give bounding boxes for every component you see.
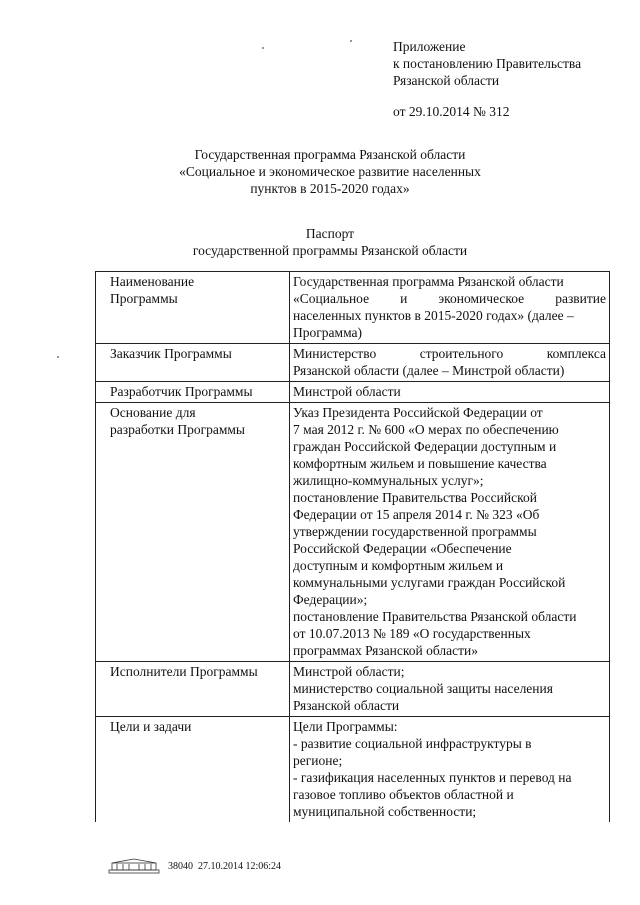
- value-line: доступным и комфортным жильем и: [293, 558, 504, 573]
- value-line: газовое топливо объектов областной и: [293, 787, 514, 802]
- value-line: от 10.07.2013 № 189 «О государственных: [293, 626, 531, 641]
- passport-row-value: [290, 382, 610, 403]
- passport-row-label: [96, 272, 290, 344]
- label-line: Наименование: [110, 274, 195, 289]
- label-line: разработки Программы: [110, 422, 245, 437]
- passport-row-label: [96, 382, 290, 403]
- value-line: Рязанской области: [293, 698, 400, 713]
- value-line: Российской Федерации «Обеспечение: [293, 541, 512, 556]
- value-line: Рязанской области (далее – Минстрой области): [293, 363, 565, 378]
- value-line: Цели Программы:: [293, 719, 398, 734]
- ministry-building-stamp-icon: [108, 858, 160, 874]
- value-line: Минстрой области;: [293, 664, 405, 679]
- value-line: граждан Российской Федерации доступным и: [293, 439, 557, 454]
- appendix-date: от 29.10.2014 № 312: [393, 104, 510, 119]
- passport-row: [96, 717, 610, 823]
- value-line: Министерство строительного комплекса: [293, 346, 606, 361]
- passport-row-label: [96, 717, 290, 823]
- value-line: комфортным жильем и повышение качества: [293, 456, 547, 471]
- passport-row: [96, 344, 610, 382]
- passport-row-label: [96, 662, 290, 717]
- value-line: 7 мая 2012 г. № 600 «О мерах по обеспечению: [293, 422, 559, 437]
- passport-row-value: [290, 717, 610, 823]
- program-title-line-1: Государственная программа Рязанской области: [194, 147, 466, 162]
- value-line: постановление Правительства Рязанской области: [293, 609, 577, 624]
- passport-row-value: [290, 344, 610, 382]
- value-line: коммунальными услугами граждан Российской: [293, 575, 566, 590]
- value-line: Программа): [293, 325, 363, 340]
- appendix-block: [393, 38, 581, 120]
- value-line: утверждении государственной программы: [293, 524, 537, 539]
- appendix-line-1: Приложение: [393, 39, 466, 54]
- appendix-line-3: Рязанской области: [393, 73, 500, 88]
- label-line: Программы: [110, 291, 178, 306]
- passport-row: [96, 662, 610, 717]
- value-line: Государственная программа Рязанской области: [293, 274, 564, 289]
- passport-row: [96, 272, 610, 344]
- value-line: жилищно-коммунальных услуг»;: [293, 473, 484, 488]
- passport-row-value: [290, 662, 610, 717]
- program-title: [120, 146, 540, 197]
- value-line: постановление Правительства Российской: [293, 490, 537, 505]
- value-line: регионе;: [293, 753, 343, 768]
- value-line: министерство социальной защиты населения: [293, 681, 553, 696]
- passport-table: [95, 271, 610, 822]
- value-line: Минстрой области: [293, 384, 401, 399]
- label-line: Разработчик Программы: [110, 384, 253, 399]
- value-line: программах Рязанской области»: [293, 643, 478, 658]
- program-title-line-2: «Социальное и экономическое развитие населенных: [179, 164, 481, 179]
- scan-speck: [57, 356, 59, 358]
- value-line: - развитие социальной инфраструктуры в: [293, 736, 532, 751]
- passport-row-label: [96, 344, 290, 382]
- passport-row-label: [96, 403, 290, 662]
- value-line: «Социальное и экономическое развитие: [293, 291, 606, 306]
- value-line: населенных пунктов в 2015-2020 годах» (далее –: [293, 308, 574, 323]
- passport-title-line-2: государственной программы Рязанской области: [192, 243, 468, 258]
- label-line: Цели и задачи: [110, 719, 192, 734]
- label-line: Основание для: [110, 405, 196, 420]
- value-line: Указ Президента Российской Федерации от: [293, 405, 543, 420]
- passport-row: [96, 403, 610, 662]
- value-line: - газификация населенных пунктов и перевод на: [293, 770, 572, 785]
- scan-speck: [262, 47, 264, 49]
- passport-row-value: [290, 272, 610, 344]
- value-line: муниципальной собственности;: [293, 804, 477, 819]
- passport-row: [96, 382, 610, 403]
- program-title-line-3: пунктов в 2015-2020 годах»: [250, 181, 410, 196]
- label-line: Исполнители Программы: [110, 664, 258, 679]
- appendix-line-2: к постановлению Правительства: [393, 56, 582, 71]
- label-line: Заказчик Программы: [110, 346, 232, 361]
- passport-title: [120, 225, 540, 259]
- value-line: Федерации»;: [293, 592, 368, 607]
- value-line: Федерации от 15 апреля 2014 г. № 323 «Об: [293, 507, 540, 522]
- scan-speck: [350, 40, 352, 42]
- passport-title-line-1: Паспорт: [305, 226, 355, 241]
- footer-registration-text: 38040 27.10.2014 12:06:24: [168, 860, 282, 872]
- document-footer: [108, 858, 281, 874]
- passport-row-value: [290, 403, 610, 662]
- passport-table-body: [96, 272, 610, 823]
